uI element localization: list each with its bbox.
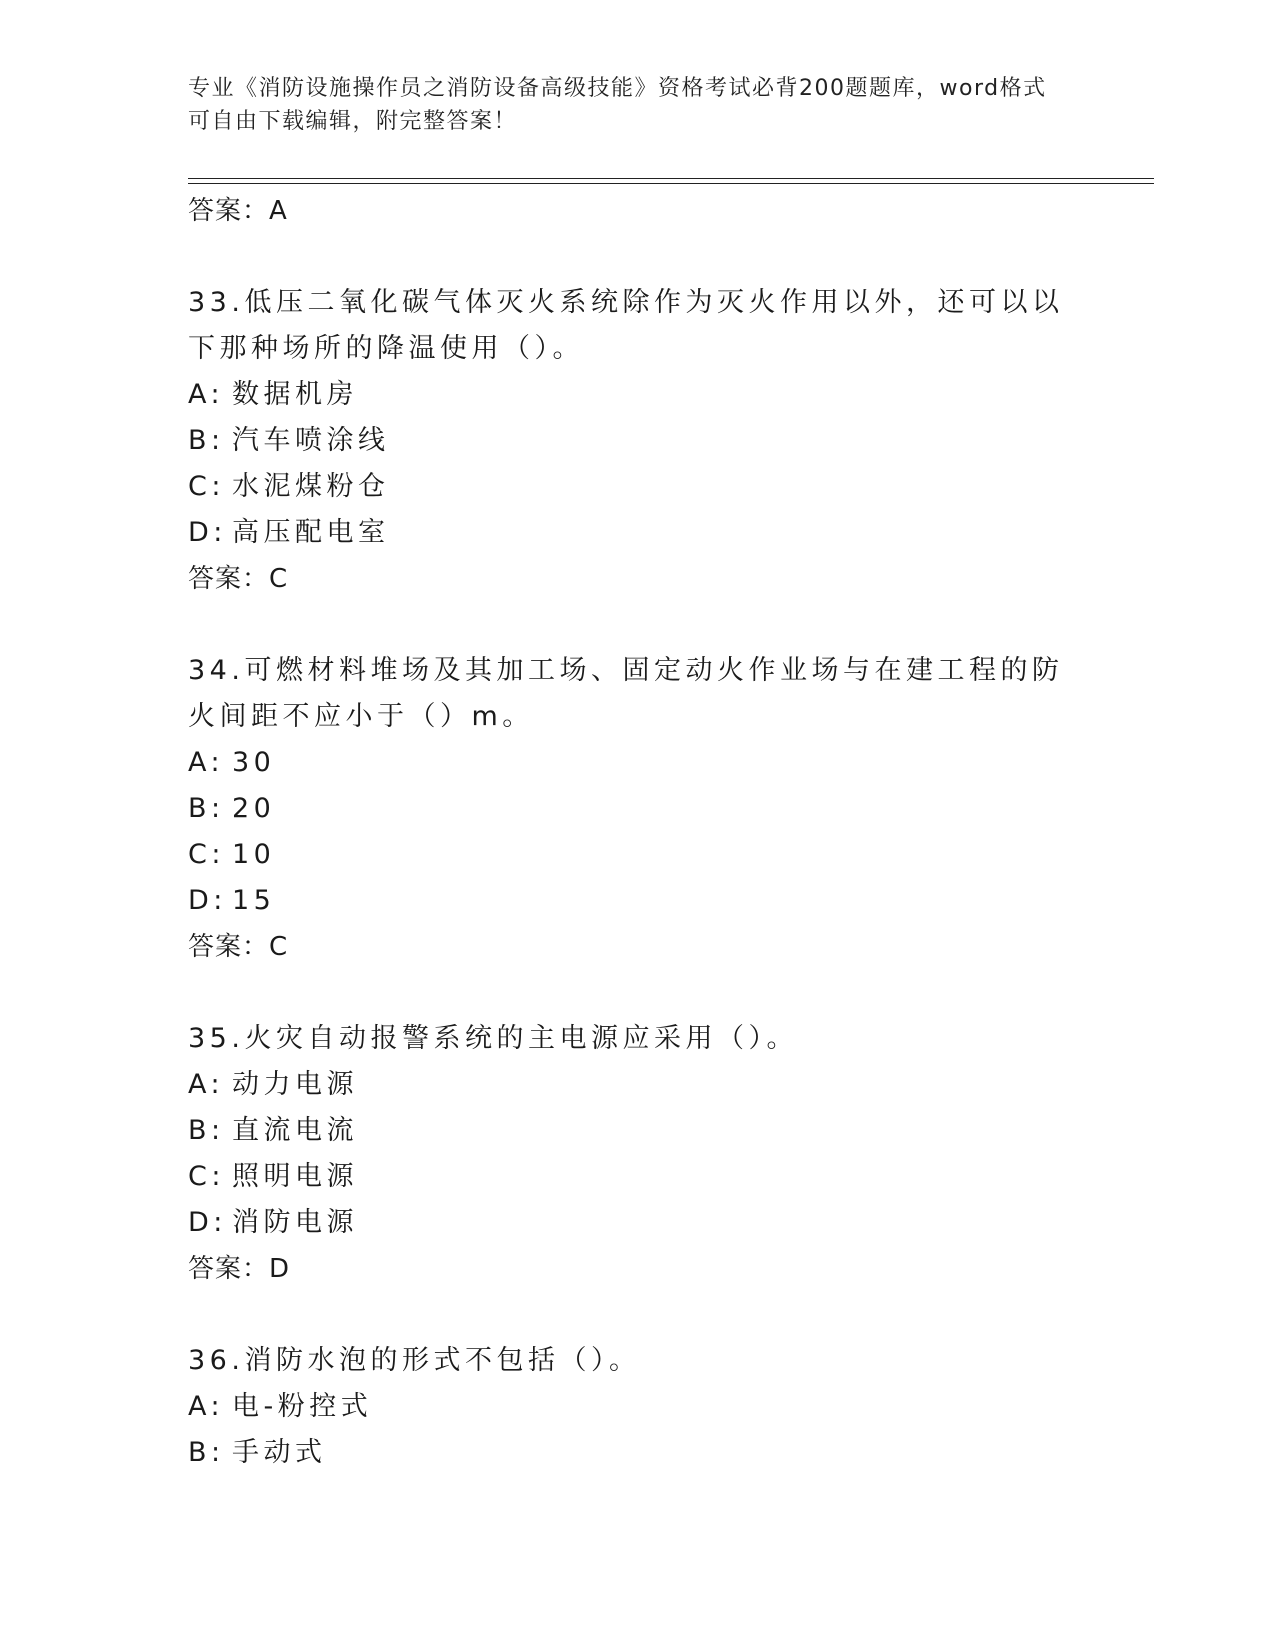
document-body [188, 188, 1088, 1476]
option-letter: A: [188, 379, 225, 410]
option-text: 消防电源 [232, 1207, 358, 1238]
question-33 [188, 280, 1088, 602]
option-c [188, 464, 1088, 510]
option-letter: A: [188, 747, 225, 778]
document-header: 专业《消防设施操作员之消防设备高级技能》资格考试必背200题题库，word格式可自由下载编辑，附完整答案！ [188, 76, 1047, 134]
answer: 答案：C [188, 564, 289, 594]
option-letter: A: [188, 1391, 225, 1422]
option-text: 数据机房 [232, 379, 358, 410]
option-c [188, 1154, 1088, 1200]
question-34 [188, 648, 1088, 970]
header-rule-top [188, 178, 1154, 179]
option-text: 30 [232, 747, 276, 778]
option-text: 汽车喷涂线 [232, 425, 390, 456]
option-letter: B: [188, 793, 225, 824]
option-b [188, 418, 1088, 464]
option-letter: D: [188, 517, 227, 548]
option-letter: B: [188, 425, 225, 456]
option-text: 水泥煤粉仓 [232, 471, 390, 502]
option-letter: D: [188, 1207, 227, 1238]
option-b [188, 1430, 1088, 1476]
option-text: 动力电源 [232, 1069, 358, 1100]
option-d [188, 1200, 1088, 1246]
answer: 答案：C [188, 932, 289, 962]
option-text: 10 [232, 839, 276, 870]
question-text: 33.低压二氧化碳气体灭火系统除作为灭火作用以外，还可以以下那种场所的降温使用（）。 [188, 287, 1064, 364]
option-letter: B: [188, 1437, 225, 1468]
option-a [188, 1062, 1088, 1108]
question-36 [188, 1338, 1088, 1476]
option-letter: C: [188, 1161, 225, 1192]
option-b [188, 1108, 1088, 1154]
question-text: 35.火灾自动报警系统的主电源应采用（）。 [188, 1023, 798, 1054]
option-d [188, 510, 1088, 556]
option-text: 20 [232, 793, 276, 824]
answer: 答案：D [188, 1254, 291, 1284]
option-a [188, 372, 1088, 418]
option-a [188, 1384, 1088, 1430]
option-d [188, 878, 1088, 924]
option-letter: C: [188, 471, 225, 502]
option-text: 直流电流 [232, 1115, 358, 1146]
option-a [188, 740, 1088, 786]
previous-answer: 答案：A [188, 196, 288, 226]
option-text: 照明电源 [232, 1161, 358, 1192]
option-text: 15 [232, 885, 276, 916]
header-rule-bottom [188, 183, 1154, 184]
option-c [188, 832, 1088, 878]
option-letter: B: [188, 1115, 225, 1146]
option-letter: D: [188, 885, 227, 916]
option-letter: A: [188, 1069, 225, 1100]
option-text: 高压配电室 [232, 517, 390, 548]
option-b [188, 786, 1088, 832]
question-text: 34.可燃材料堆场及其加工场、固定动火作业场与在建工程的防火间距不应小于（）m。 [188, 655, 1064, 732]
question-35 [188, 1016, 1088, 1292]
question-text: 36.消防水泡的形式不包括（）。 [188, 1345, 641, 1376]
option-letter: C: [188, 839, 225, 870]
option-text: 手动式 [232, 1437, 327, 1468]
option-text: 电-粉控式 [232, 1391, 373, 1422]
